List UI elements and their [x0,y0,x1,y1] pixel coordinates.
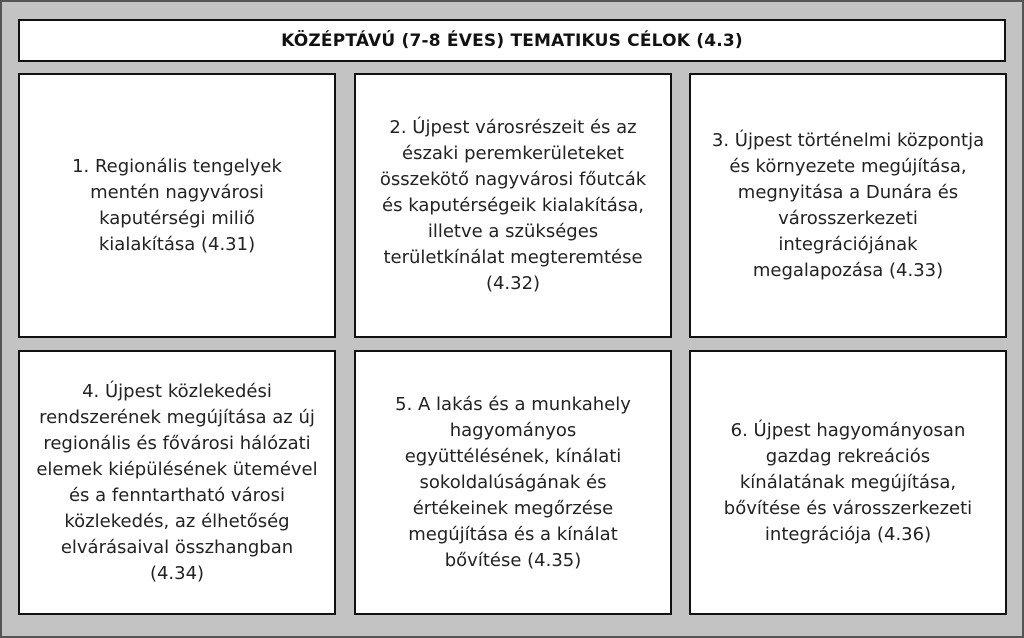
goal-text-1: 1. Regionális tengelyek mentén nagyvárosi kaputérségi miliő kialakítása (4.31) [72,155,282,255]
goal-text-4: 4. Újpest közlekedési rendszerének megújítása az új regionális és fővárosi hálózati elemek kiépülésének ütemével és a fenntartható városi közlekedés, az élhetőség elvárásaival összhangban (4.34) [36,380,318,584]
goal-box-4 [18,350,336,615]
goal-box-3 [689,73,1007,338]
goal-text-5: 5. A lakás és a munkahely hagyományos együttélésének, kínálati sokoldalúságának és értékeinek megőrzése megújítása és a kínálat bővítése (4.35) [395,393,631,571]
goal-text-3: 3. Újpest történelmi központja és környezete megújítása, megnyitása a Dunára és városszerkezeti integrációjának megalapozása (4.33) [711,129,985,281]
goal-text-6: 6. Újpest hagyományosan gazdag rekreációs kínálatának megújítása, bővítése és városszerkezeti integrációja (4.36) [723,419,973,545]
goal-box-6 [689,350,1007,615]
goal-box-5 [354,350,672,615]
goal-box-1 [18,73,336,338]
goal-box-2 [354,73,672,338]
diagram-title: KÖZÉPTÁVÚ (7-8 ÉVES) TEMATIKUS CÉLOK (4.3) [18,19,1006,62]
goal-text-2: 2. Újpest városrészeit és az északi peremkerületeket összekötő nagyvárosi főutcák és kaputérségeik kialakítása, illetve a szükséges területkínálat megteremtése (4.32) [379,116,647,294]
